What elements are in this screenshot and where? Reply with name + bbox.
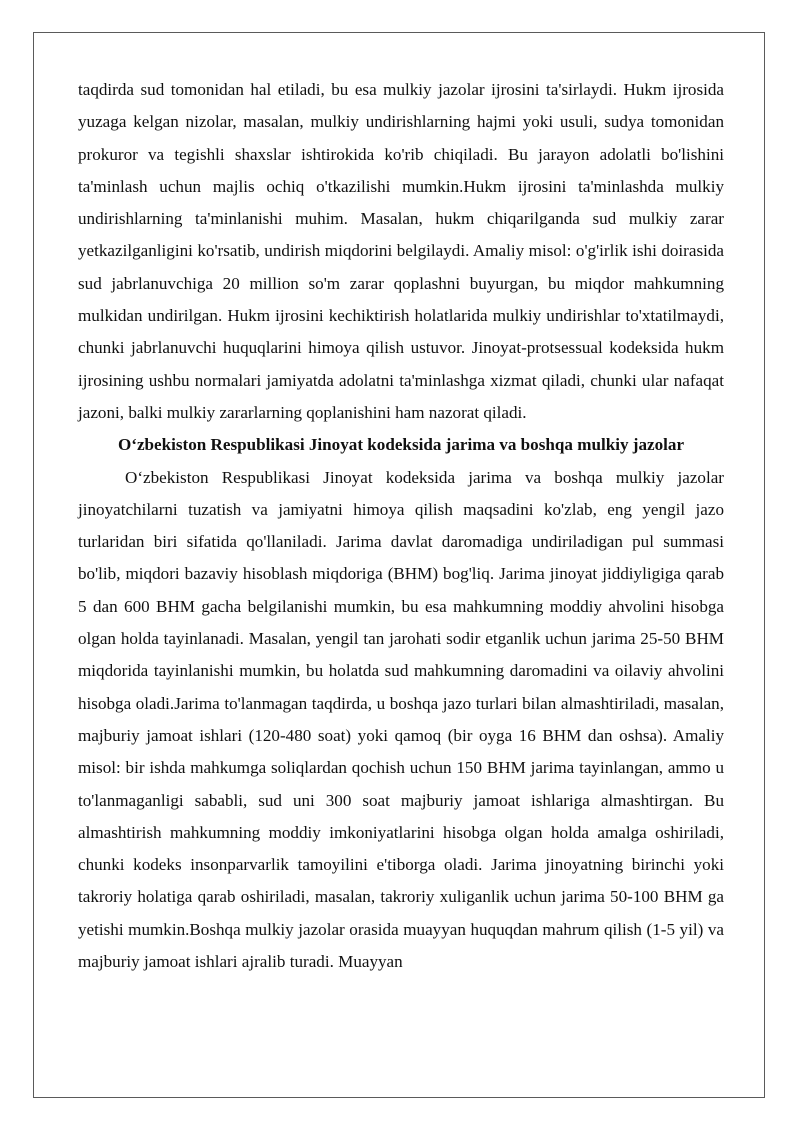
paragraph: taqdirda sud tomonidan hal etiladi, bu esa mulkiy jazolar ijrosini ta'sirlaydi. Hukm ijrosida yuzaga kelgan nizolar, masalan, mulkiy undirishlarning hajmi yoki usuli, sudya tomonidan prokuror va tegishli shaxslar ishtirokida ko'rib chiqiladi. Bu jarayon adolatli bo'lishini ta'minlash uchun majlis ochiq o'tkazilishi mumkin.Hukm ijrosini ta'minlashda mulkiy undirishlarning ta'minlanishi muhim. Masalan, hukm chiqarilganda sud mulkiy zarar yetkazilganligini ko'rsatib, undirish miqdorini belgilaydi. Amaliy misol: o'g'irlik ishi doirasida sud jabrlanuvchiga 20 million so'm zarar qoplashni buyurgan, bu miqdor mahkumning mulkidan undirilgan. Hukm ijrosini kechiktirish holatlarida mulkiy undirishlar to'xtatilmaydi, chunki jabrlanuvchi huquqlarini himoya qilish ustuvor. Jinoyat-protsessual kodeksida hukm ijrosining ushbu normalari jamiyatda adolatni ta'minlashga xizmat qiladi, chunki ular nafaqat jazoni, balki mulkiy zararlarning qoplanishini ham nazorat qiladi.	[78, 80, 724, 422]
document-body	[78, 74, 724, 978]
section-heading: O‘zbekiston Respublikasi Jinoyat kodeksida jarima va boshqa mulkiy jazolar	[117, 435, 685, 455]
paragraph: O‘zbekiston Respublikasi Jinoyat kodeksida jarima va boshqa mulkiy jazolar jinoyatchilarni tuzatish va jamiyatni himoya qilish maqsadini ko'zlab, eng yengil jazo turlaridan biri sifatida qo'llaniladi. Jarima davlat daromadiga undiriladigan pul summasi bo'lib, miqdori bazaviy hisoblash miqdoriga (BHM) bog'liq. Jarima jinoyat jiddiyligiga qarab 5 dan 600 BHM gacha belgilanishi mumkin, bu esa mahkumning moddiy ahvolini hisobga olgan holda tayinlanadi. Masalan, yengil tan jarohati sodir etganlik uchun jarima 25-50 BHM miqdorida tayinlanishi mumkin, bu holatda sud mahkumning daromadini va oilaviy ahvolini hisobga oladi.Jarima to'lanmagan taqdirda, u boshqa jazo turlari bilan almashtiriladi, masalan, majburiy jamoat ishlari (120-480 soat) yoki qamoq (bir oyga 16 BHM dan oshsa). Amaliy misol: bir ishda mahkumga soliqlardan qochish uchun 150 BHM jarima tayinlangan, ammo u to'lanmaganligi sababli, sud uni 300 soat majburiy jamoat ishlariga almashtirgan. Bu almashtirish mahkumning moddiy imkoniyatlarini hisobga olgan holda amalga oshiriladi, chunki kodeks insonparvarlik tamoyilini e'tiborga oladi. Jarima jinoyatning birinchi yoki takroriy holatiga qarab oshiriladi, masalan, takroriy xuliganlik uchun jarima 50-100 BHM ga yetishi mumkin.Boshqa mulkiy jazolar orasida muayyan huquqdan mahrum qilish (1-5 yil) va majburiy jamoat ishlari ajralib turadi. Muayyan	[78, 467, 724, 972]
